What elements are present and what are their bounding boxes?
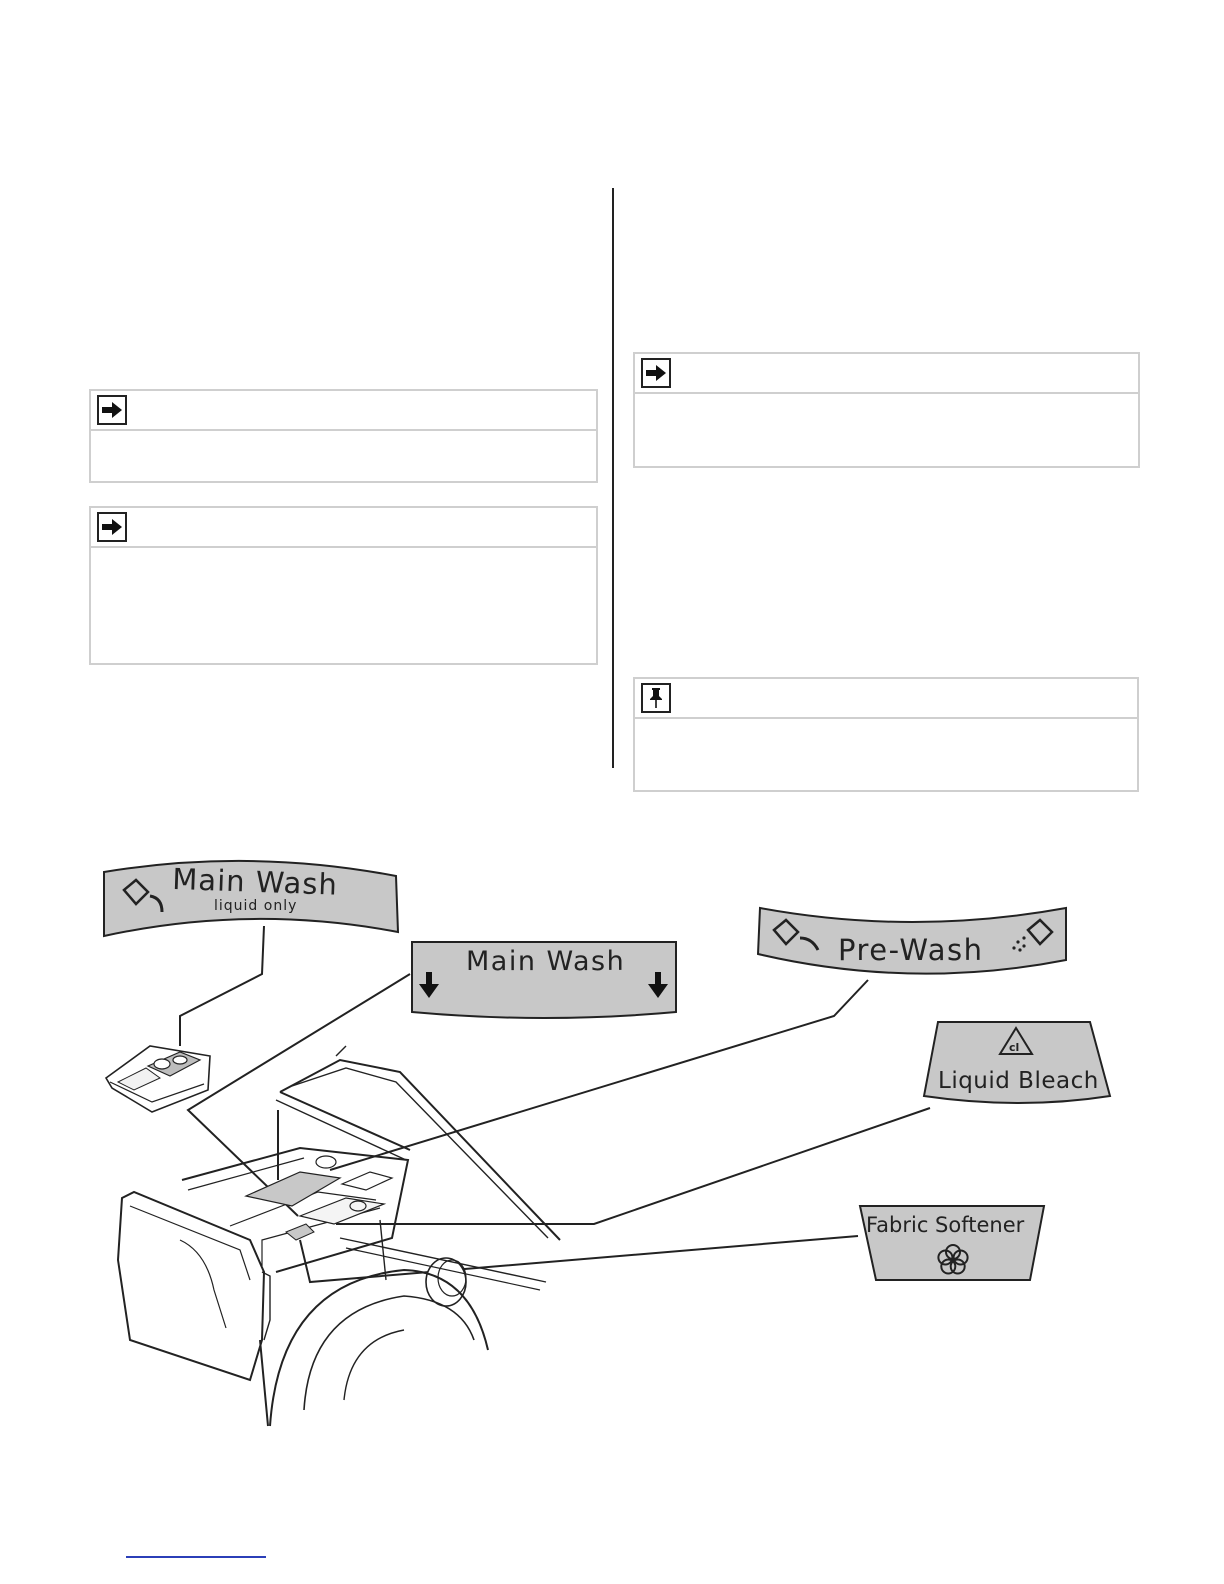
note-box-header — [635, 679, 1137, 719]
fabric-softener-title: Fabric Softener — [866, 1213, 1025, 1237]
main-wash-liquid-subtitle: liquid only — [214, 898, 298, 914]
liquid-cup-insert — [106, 1046, 210, 1112]
washer-drawing — [118, 1046, 560, 1426]
callout-pre-wash — [758, 908, 1066, 974]
pre-wash-title: Pre-Wash — [838, 933, 984, 967]
callout-fabric-softener — [860, 1206, 1044, 1280]
arrow-right-icon — [97, 512, 127, 542]
bleach-symbol: cl — [1009, 1041, 1020, 1054]
arrow-right-icon — [641, 358, 671, 388]
note-box-header — [91, 508, 596, 548]
leader-main-wash-liquid — [180, 926, 264, 1046]
callout-liquid-bleach — [924, 1022, 1110, 1103]
note-box-header — [635, 354, 1138, 394]
dispenser-diagram — [0, 820, 1224, 1440]
footer-link[interactable] — [126, 1556, 266, 1558]
note-box-header — [91, 391, 596, 431]
leader-liquid-bleach — [336, 1108, 930, 1224]
note-box-left-2 — [89, 506, 598, 665]
note-box-right-1 — [633, 352, 1140, 468]
note-box-left-1 — [89, 389, 598, 483]
arrow-right-icon — [97, 395, 127, 425]
column-divider — [612, 188, 614, 768]
main-wash-title: Main Wash — [466, 946, 626, 977]
note-box-right-2 — [633, 677, 1139, 792]
liquid-bleach-title: Liquid Bleach — [938, 1068, 1099, 1094]
pushpin-icon — [641, 683, 671, 713]
callout-main-wash — [412, 942, 676, 1018]
main-wash-liquid-title: Main Wash — [171, 861, 339, 902]
callout-main-wash-liquid — [104, 861, 398, 936]
